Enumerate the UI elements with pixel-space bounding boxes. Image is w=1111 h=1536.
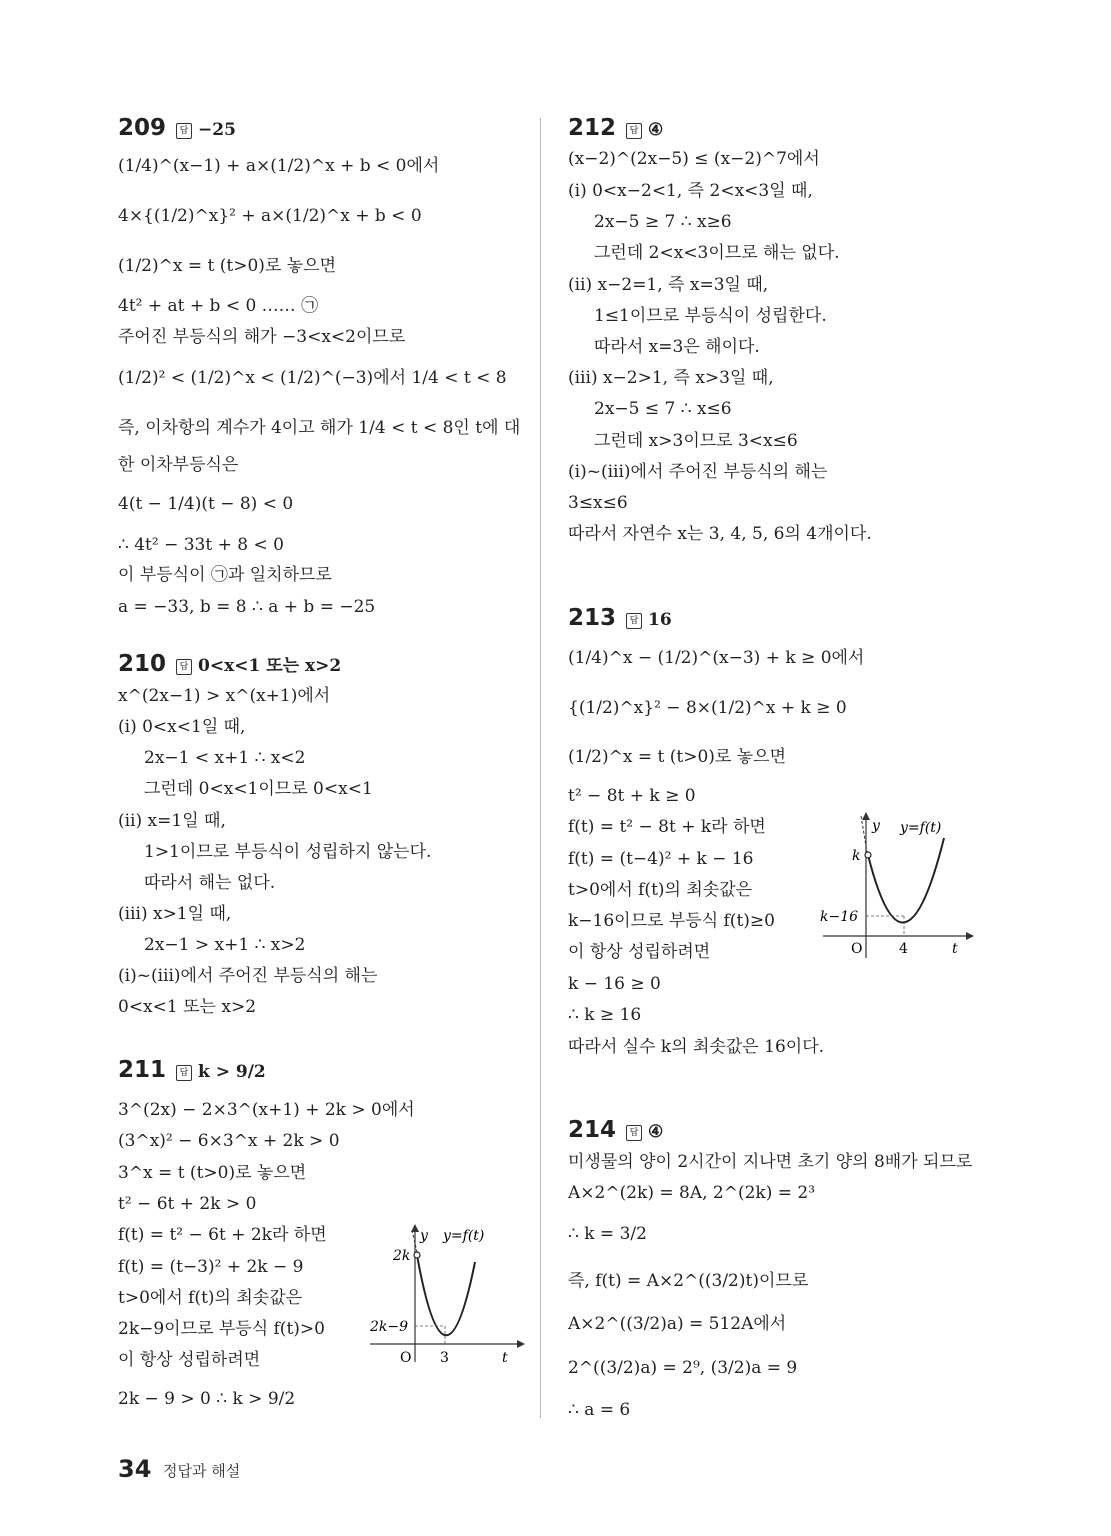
y-label: y [872,818,880,834]
solution-line: 한 이차부등식은 [118,455,239,475]
graph-213 [818,808,978,958]
problem-number: 214 [568,1117,617,1143]
solution-line: 3^x = t (t>0)로 놓으면 [118,1163,307,1183]
solution-line: (1/2)^x = t (t>0)로 놓으면 [568,747,786,767]
solution-line: 이 부등식이 ㉠과 일치하므로 [118,565,332,585]
answer-icon: 답 [176,1065,192,1081]
solution-line: t>0에서 f(t)의 최솟값은 [118,1288,303,1308]
solution-line: ∴ a = 6 [568,1400,631,1420]
solution-line: (ⅰ) 0<x<1일 때, [118,717,246,737]
solution-line: k − 16 ≥ 0 [568,974,661,994]
problem-number: 213 [568,605,617,631]
solution-line: 그런데 x>3이므로 3<x≤6 [594,431,798,451]
x-axis-label: t [502,1350,508,1366]
solution-line: (ⅱ) x−2=1, 즉 x=3일 때, [568,275,769,295]
solution-line: (x−2)^(2x−5) ≤ (x−2)^7에서 [568,149,820,169]
solution-line: A×2^(2k) = 8A, 2^(2k) = 2³ [568,1183,816,1203]
solution-line: 4×{(1/2)^x}² + a×(1/2)^x + b < 0 [118,206,422,226]
solution-line: 2x−5 ≤ 7 ∴ x≤6 [594,399,732,419]
solution-line: 2x−5 ≥ 7 ∴ x≥6 [594,212,732,232]
x-axis-label: t [952,941,958,957]
y-label: y [420,1228,428,1244]
problem-211-header [118,1058,266,1084]
solution-line: (1/4)^(x−1) + a×(1/2)^x + b < 0에서 [118,156,440,176]
solution-line: 2x−1 < x+1 ∴ x<2 [144,748,306,768]
solution-line: 주어진 부등식의 해가 −3<x<2이므로 [118,327,406,347]
problem-210-header [118,652,341,678]
solution-line: ∴ 4t² − 33t + 8 < 0 [118,535,284,555]
answer-value: ④ [648,1122,664,1142]
solution-line: (1/4)^x − (1/2)^(x−3) + k ≥ 0에서 [568,648,865,668]
x-axis-arrow [966,932,974,940]
solution-line: 따라서 자연수 x는 3, 4, 5, 6의 4개이다. [568,524,872,544]
solution-line: 그런데 2<x<3이므로 해는 없다. [594,243,840,263]
solution-line: f(t) = (t−3)² + 2k − 9 [118,1257,304,1277]
problem-number: 211 [118,1057,167,1083]
solution-line: 4t² + at + b < 0 …… ㉠ [118,296,319,316]
problem-212-header [568,116,663,142]
solution-line: k−16이므로 부등식 f(t)≥0 [568,911,775,931]
problem-214-header [568,1118,663,1144]
vertex-x-label: 3 [440,1350,449,1366]
origin-label: O [400,1350,412,1366]
solution-line: f(t) = t² − 6t + 2k라 하면 [118,1225,327,1245]
solution-line: 1≤1이므로 부등식이 성립한다. [594,306,827,326]
answer-value: ④ [648,120,664,140]
y-intercept-label: k [852,848,861,864]
solution-line: t² − 6t + 2k > 0 [118,1194,257,1214]
solution-line: A×2^((3/2)a) = 512A에서 [568,1314,787,1334]
fn-label: y=f(t) [443,1228,485,1244]
solution-line: 2^((3/2)a) = 2⁹, (3/2)a = 9 [568,1358,798,1378]
answer-icon: 답 [626,1125,642,1141]
answer-icon: 답 [626,613,642,629]
answer-value: 16 [648,610,672,630]
solution-line: 즉, 이차항의 계수가 4이고 해가 1/4 < t < 8인 t에 대 [118,418,521,438]
problem-213-header [568,606,672,632]
solution-line: (ⅲ) x−2>1, 즉 x>3일 때, [568,368,774,388]
y-intercept-label: 2k [393,1248,411,1264]
solution-line: (1/2)² < (1/2)^x < (1/2)^(−3)에서 1/4 < t < 8 [118,368,507,388]
solution-line: a = −33, b = 8 ∴ a + b = −25 [118,597,376,617]
solution-line: f(t) = t² − 8t + k라 하면 [568,817,766,837]
solution-line: (1/2)^x = t (t>0)로 놓으면 [118,256,336,276]
solution-line: t² − 8t + k ≥ 0 [568,786,696,806]
solution-line: 3≤x≤6 [568,493,628,513]
solution-line: 0<x<1 또는 x>2 [118,997,257,1017]
solution-line: 이 항상 성립하려면 [568,942,711,962]
parabola-curve [868,838,944,922]
min-label: 2k−9 [370,1319,409,1335]
answer-value: −25 [198,120,236,140]
solution-line: 따라서 x=3은 해이다. [594,337,760,357]
solution-line: f(t) = (t−4)² + k − 16 [568,849,754,869]
answer-icon: 답 [176,123,192,139]
problem-number: 209 [118,115,167,141]
open-point [414,1252,420,1258]
y-axis-arrow [862,812,870,820]
answer-icon: 답 [176,659,192,675]
solution-line: 4(t − 1/4)(t − 8) < 0 [118,494,294,514]
solution-line: (ⅲ) x>1일 때, [118,904,232,924]
answer-value: 0<x<1 또는 x>2 [198,656,342,676]
page-number: 34 [118,1455,152,1483]
solution-line: 미생물의 양이 2시간이 지나면 초기 양의 8배가 되므로 [568,1152,973,1172]
solution-line: (ⅰ) 0<x−2<1, 즉 2<x<3일 때, [568,181,813,201]
problem-number: 212 [568,115,617,141]
footer-title: 정답과 해설 [163,1462,241,1480]
solution-line: x^(2x−1) > x^(x+1)에서 [118,686,331,706]
solution-line: 따라서 실수 k의 최솟값은 16이다. [568,1037,825,1057]
vertex-x-label: 4 [899,941,908,957]
solution-line: (3^x)² − 6×3^x + 2k > 0 [118,1131,340,1151]
solution-line: ∴ k ≥ 16 [568,1005,642,1025]
solution-line: (ⅰ)~(ⅲ)에서 주어진 부등식의 해는 [568,462,828,482]
column-divider [540,118,541,1418]
answer-icon: 답 [626,123,642,139]
solution-line: 그런데 0<x<1이므로 0<x<1 [144,779,373,799]
origin-label: O [851,941,863,957]
solution-line: 즉, f(t) = A×2^((3/2)t)이므로 [568,1271,809,1291]
problem-number: 210 [118,651,167,677]
problem-209-header [118,116,236,142]
solution-line: (ⅱ) x=1일 때, [118,811,226,831]
answer-value: k > 9/2 [198,1062,266,1082]
solution-line: {(1/2)^x}² − 8×(1/2)^x + k ≥ 0 [568,698,847,718]
solution-line: t>0에서 f(t)의 최솟값은 [568,880,753,900]
solution-line: (ⅰ)~(ⅲ)에서 주어진 부등식의 해는 [118,966,378,986]
solution-line: 따라서 해는 없다. [144,873,276,893]
x-axis-arrow [517,1340,525,1348]
parabola-curve [417,1255,475,1335]
solution-line: 1>1이므로 부등식이 성립하지 않는다. [144,842,432,862]
solution-line: 2x−1 > x+1 ∴ x>2 [144,935,306,955]
solution-line: 3^(2x) − 2×3^(x+1) + 2k > 0에서 [118,1100,415,1120]
open-point [865,852,871,858]
solution-line: 2k − 9 > 0 ∴ k > 9/2 [118,1389,296,1409]
fn-label: y=f(t) [900,820,942,836]
min-label: k−16 [820,909,859,925]
solution-line: 2k−9이므로 부등식 f(t)>0 [118,1319,325,1339]
solution-line: ∴ k = 3/2 [568,1224,647,1244]
solution-line: 이 항상 성립하려면 [118,1350,261,1370]
graph-211 [365,1222,525,1372]
